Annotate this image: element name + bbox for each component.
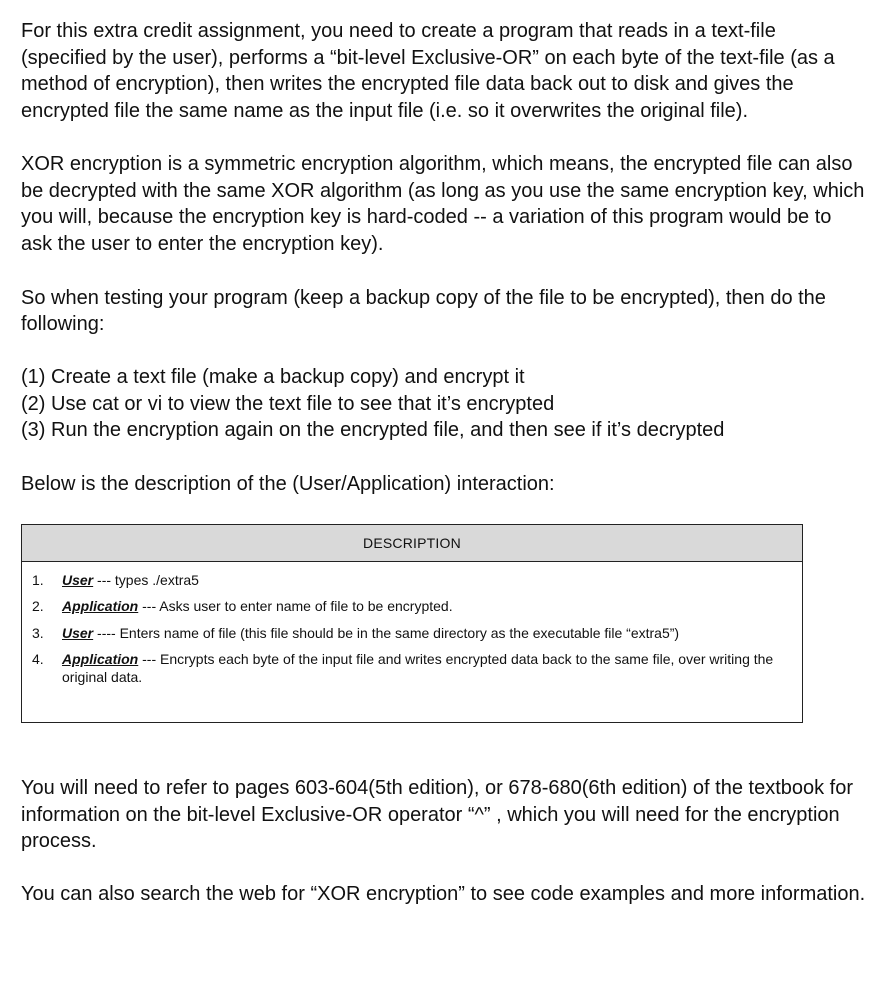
table-row: [22, 597, 802, 615]
step-item: (2) Use cat or vi to view the text file to see that it’s encrypted: [21, 392, 555, 415]
below-paragraph: Below is the description of the (User/Application) interaction:: [21, 473, 555, 496]
row-role: User: [62, 571, 94, 588]
table-row: [22, 650, 802, 686]
table-row: [22, 571, 802, 589]
row-number: 2.: [32, 598, 44, 615]
row-text: [62, 597, 802, 615]
document-page: [21, 18, 866, 908]
search-paragraph: You can also search the web for “XOR encryption” to see code examples and more information.: [21, 882, 866, 905]
step-item: (1) Create a text file (make a backup copy) and encrypt it: [21, 366, 525, 389]
row-number: 3.: [32, 624, 44, 641]
row-role: Application: [62, 651, 139, 668]
table-header: DESCRIPTION: [22, 525, 802, 562]
row-description: --- Asks user to enter name of file to be encrypted.: [138, 598, 453, 615]
description-table: [21, 524, 803, 723]
row-description: --- types ./extra5: [93, 571, 199, 588]
row-description: --- Encrypts each byte of the input file and writes encrypted data back to the same file, over writing the original data.: [62, 651, 774, 686]
row-text: [62, 650, 802, 686]
row-text: [62, 624, 802, 642]
table-body: [22, 562, 802, 722]
row-role: Application: [62, 598, 139, 615]
table-row: [22, 624, 802, 642]
intro-paragraph: For this extra credit assignment, you need to create a program that reads in a text-file (specified by the user), performs a “bit-level Exclusive-OR” on each byte of the text-file (as a method of encryption), then writes the encrypted file data back out to disk and gives the encrypted file the same name as the input file (i.e. so it overwrites the original file).: [21, 20, 835, 123]
step-item: (3) Run the encryption again on the encrypted file, and then see if it’s decrypted: [21, 419, 725, 442]
row-description: ---- Enters name of file (this file should be in the same directory as the executable file “extra5”): [93, 624, 680, 641]
testing-paragraph: So when testing your program (keep a backup copy of the file to be encrypted), then do the following:: [21, 286, 826, 336]
refer-paragraph: You will need to refer to pages 603-604(5th edition), or 678-680(6th edition) of the textbook for information on the bit-level Exclusive-OR operator “^” , which you will need for the encryption process.: [21, 776, 854, 853]
row-role: User: [62, 624, 94, 641]
xor-paragraph: XOR encryption is a symmetric encryption algorithm, which means, the encrypted file can also be decrypted with the same XOR algorithm (as long as you use the same encryption key, which you will, because the encryption key is hard-coded -- a variation of this program would be to ask the user to enter the encryption key).: [21, 152, 865, 255]
steps-list: [21, 364, 866, 444]
row-text: [62, 571, 802, 589]
row-number: 1.: [32, 571, 44, 588]
row-number: 4.: [32, 651, 44, 668]
